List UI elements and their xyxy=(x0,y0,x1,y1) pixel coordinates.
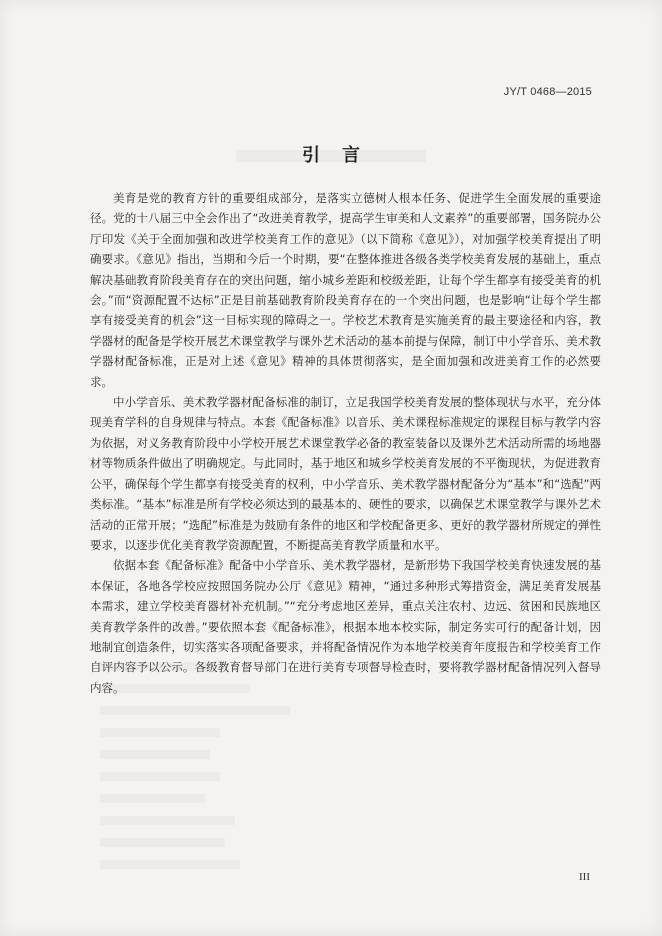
paragraph: 依据本套《配备标准》配备中小学音乐、美术教学器材，是新形势下我国学校美育快速发展的基本保证，各地各学校应按照国务院办公厅《意见》精神，“通过多种形式筹措资金，满足美育发展基本需求，建立学校美育器材补充机制。”“充分考虑地区差异，重点关注农村、边远、贫困和民族地区美育教学条件的改善。”要依照本套《配备标准》，根据本地本校实际，制定务实可行的配备计划，因地制宜创造条件，切实落实各项配备要求，并将配备情况作为本地学校美育年度报告和学校美育工作自评内容予以公示。各级教育督导部门在进行美育专项督导检查时，要将教学器材配备情况列入督导内容。 xyxy=(90,558,601,695)
paragraph: 中小学音乐、美术教学器材配备标准的制订，立足我国学校美育发展的整体现状与水平，充分体现美育学科的自身规律与特点。本套《配备标准》以音乐、美术课程标准规定的课程目标与教学内容为依据，对义务教育阶段中小学校开展艺术课堂教学必备的教室装备以及课外艺术活动所需的场地器材等物质条件做出了明确规定。与此同时，基于地区和城乡学校美育发展的不平衡现状，为促进教育公平，确保每个学生都享有接受美育的权利，中小学音乐、美术教学器材配备分为“基本”和“选配”两类标准。“基本”标准是所有学校必须达到的最基本的、硬性的要求，以确保艺术课堂教学与课外艺术活动的正常开展；“选配”标准是为鼓励有条件的地区和学校配备更多、更好的教学器材所规定的弹性要求，以逐步优化美育教学资源配置，不断提高美育教学质量和水平。 xyxy=(90,395,601,552)
body-text xyxy=(90,188,601,698)
section-title: 引言 xyxy=(302,145,382,166)
standard-code: JY/T 0468—2015 xyxy=(503,86,592,98)
paragraph: 美育是党的教育方针的重要组成部分，是落实立德树人根本任务、促进学生全面发展的重要途径。党的十八届三中全会作出了“改进美育教学，提高学生审美和人文素养”的重要部署，国务院办公厅印发《关于全面加强和改进学校美育工作的意见》（以下简称《意见》），对加强学校美育提出了明确要求。《意见》指出，当期和今后一个时期，要“在整体推进各级各类学校美育发展的基础上，重点解决基础教育阶段美育存在的突出问题，缩小城乡差距和校级差距，让每个学生都享有接受美育的机会。”而“资源配置不达标”正是目前基础教育阶段美育存在的一个突出问题，也是影响“让每个学生都享有接受美育的机会”这一目标实现的障碍之一。学校艺术教育是实施美育的最主要途径和内容，教学器材的配备是学校开展艺术课堂教学与课外艺术活动的基本前提与保障，制订中小学音乐、美术教学器材配备标准，正是对上述《意见》精神的具体贯彻落实，是全面加强和改进美育工作的必然要求。 xyxy=(90,191,601,389)
page-number: III xyxy=(579,871,590,883)
